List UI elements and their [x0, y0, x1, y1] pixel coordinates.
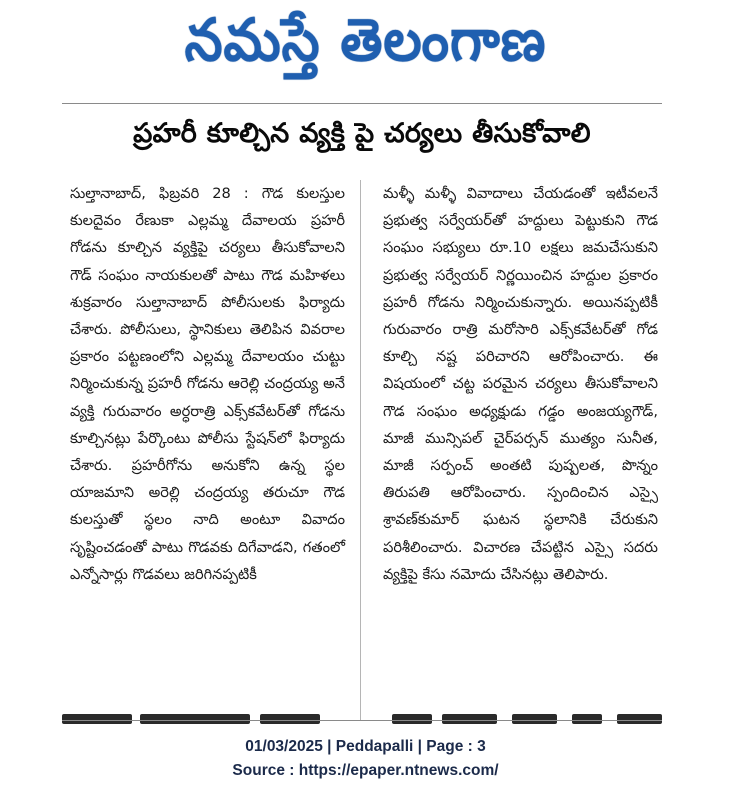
masthead [0, 0, 731, 95]
bottom-divider [62, 720, 662, 721]
article-column-right: మళ్ళీ మళ్ళీ వివాదాలు చేయడంతో ఇటీవలనే ప్రభుత్వ సర్వేయర్‌తో హద్దులు పెట్టుకుని గౌడ సంఘం సభ్యులు రూ.10 లక్షలు జమచేసుకుని ప్రభుత్వ సర్వేయర్ నిర్ణయించిన హద్దుల ప్రకారం ప్రహరీ గోడను నిర్మించుకున్నారు. అయినప్పటికీ గురువారం రాత్రి మరోసారి ఎక్స్‌కవేటర్‌తో గోడ కూల్చి నష్ట పరిచారని ఆరోపించారు. ఈ విషయంలో చట్ట పరమైన చర్యలు తీసుకోవాలని గౌడ సంఘం అధ్యక్షుడు గడ్డం అంజయ్యగౌడ్, మాజీ మున్సిపల్ చైర్‌పర్సన్ ముత్యం సునీత, మాజీ సర్పంచ్ అంతటి పుష్పలత, పొన్నం తిరుపతి ఆరోపించారు. స్పందించిన ఎస్సై శ్రావణ్‌కుమార్ ఘటన స్థలానికి చేరుకుని పరిశీలించారు. విచారణ చేపట్టిన ఎస్సై సదరు వ్యక్తిపై కేసు నమోదు చేసినట్లు తెలిపారు. [383, 185, 658, 583]
footer-date-edition: 01/03/2025 | Peddapalli | Page : 3 [245, 738, 486, 755]
cropped-next-article [62, 712, 662, 724]
article-column-left: సుల్తానాబాద్, ఫిబ్రవరి 28 : గౌడ కులస్తుల కులదైవం రేణుకా ఎల్లమ్మ దేవాలయ ప్రహరీ గోడను కూల్చిన వ్యక్తిపై చర్యలు తీసుకోవాలని గౌడ్ సంఘం నాయకులతో పాటు గౌడ మహిళలు శుక్రవారం సుల్తానాబాద్ పోలీసులకు ఫిర్యాదు చేశారు. పోలీసులు, స్థానికులు తెలిపిన వివరాల ప్రకారం పట్టణంలోని ఎల్లమ్మ దేవాలయం చుట్టు నిర్మించుకున్న ప్రహరీ గోడను ఆరెల్లి చంద్రయ్య అనే వ్యక్తి గురువారం అర్ధరాత్రి ఎక్స్‌కవేటర్‌తో గోడను కూల్చినట్లు పేర్కొంటు పోలీసు స్టేషన్‌లో ఫిర్యాదు చేశారు. ప్రహరీగోను అనుకోని ఉన్న స్థల యాజమాని అరెల్లి చంద్రయ్య తరుచూ గౌడ కులస్తుతో స్థలం నాది అంటూ వివాదం సృష్టించడంతో పాటు గొడవకు దిగేవాడని, గతంలో ఎన్నోసార్లు గొడవలు జరిగినప్పటికీ [70, 185, 345, 583]
top-divider [62, 103, 662, 104]
article-headline: ప్రహరీ కూల్చిన వ్యక్తి పై చర్యలు తీసుకోవాలి [133, 118, 591, 149]
footer-source: Source : https://epaper.ntnews.com/ [232, 762, 499, 779]
masthead-title: నమస్తే తెలంగాణ [184, 5, 547, 74]
column-divider [360, 180, 361, 720]
